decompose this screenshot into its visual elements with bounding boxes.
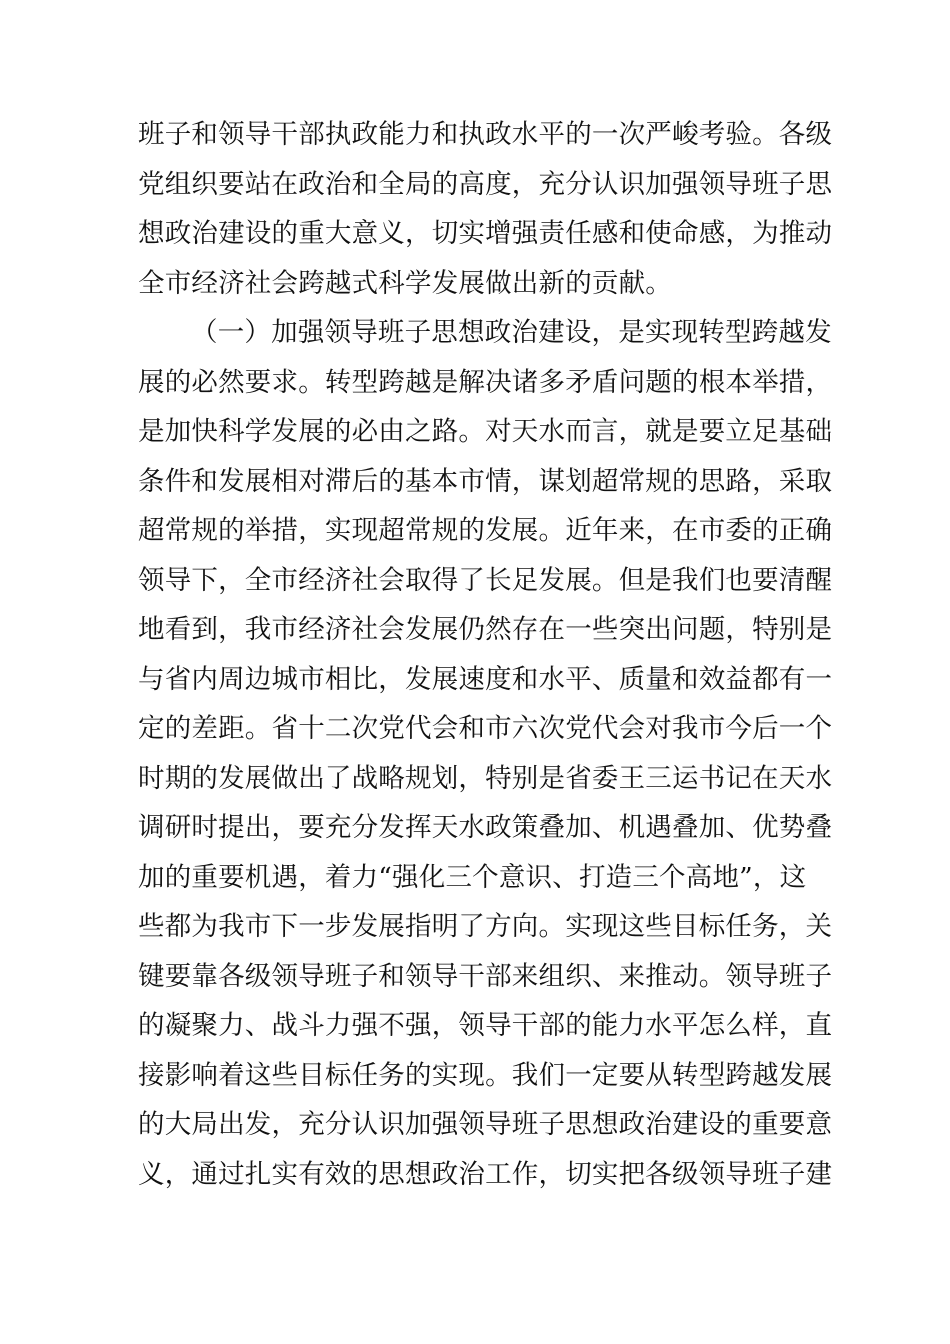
text-line: 地看到，我市经济社会发展仍然存在一些突出问题，特别是	[138, 614, 833, 645]
text-line: 些都为我市下一步发展指明了方向。实现这些目标任务，关	[138, 911, 833, 942]
text-line: 想政治建设的重大意义，切实增强责任感和使命感，为推动	[138, 218, 833, 249]
text-line: 全市经济社会跨越式科学发展做出新的贡献。	[138, 267, 672, 299]
text-line: 领导下，全市经济社会取得了长足发展。但是我们也要清醒	[138, 564, 833, 596]
text-line: 定的差距。省十二次党代会和市六次党代会对我市今后一个	[138, 713, 833, 744]
text-line: 党组织要站在政治和全局的高度，充分认识加强领导班子思	[138, 168, 833, 200]
text-line: 调研时提出，要充分发挥天水政策叠加、机遇叠加、优势叠	[138, 812, 833, 843]
body-text	[138, 110, 833, 1199]
text-line: 的大局出发，充分认识加强领导班子思想政治建设的重要意	[138, 1109, 833, 1140]
text-line: 展的必然要求。转型跨越是解决诸多矛盾问题的根本举措，	[138, 366, 833, 398]
text-line: 班子和领导干部执政能力和执政水平的一次严峻考验。各级	[138, 119, 833, 150]
text-line: 义，通过扎实有效的思想政治工作，切实把各级领导班子建	[138, 1158, 833, 1190]
text-line: 加的重要机遇，着力“强化三个意识、打造三个高地”，这	[138, 861, 807, 893]
text-line: 超常规的举措，实现超常规的发展。近年来，在市委的正确	[138, 515, 833, 546]
text-line: 与省内周边城市相比，发展速度和水平、质量和效益都有一	[138, 663, 833, 695]
text-line: 时期的发展做出了战略规划，特别是省委王三运书记在天水	[138, 762, 833, 794]
text-line: 接影响着这些目标任务的实现。我们一定要从转型跨越发展	[138, 1059, 833, 1091]
text-line: （一）加强领导班子思想政治建设，是实现转型跨越发	[191, 317, 832, 348]
text-line: 是加快科学发展的必由之路。对天水而言，就是要立足基础	[138, 416, 833, 447]
text-line: 键要靠各级领导班子和领导干部来组织、来推动。领导班子	[138, 960, 833, 992]
text-line: 的凝聚力、战斗力强不强，领导干部的能力水平怎么样，直	[138, 1010, 833, 1041]
text-line: 条件和发展相对滞后的基本市情，谋划超常规的思路，采取	[138, 465, 833, 497]
